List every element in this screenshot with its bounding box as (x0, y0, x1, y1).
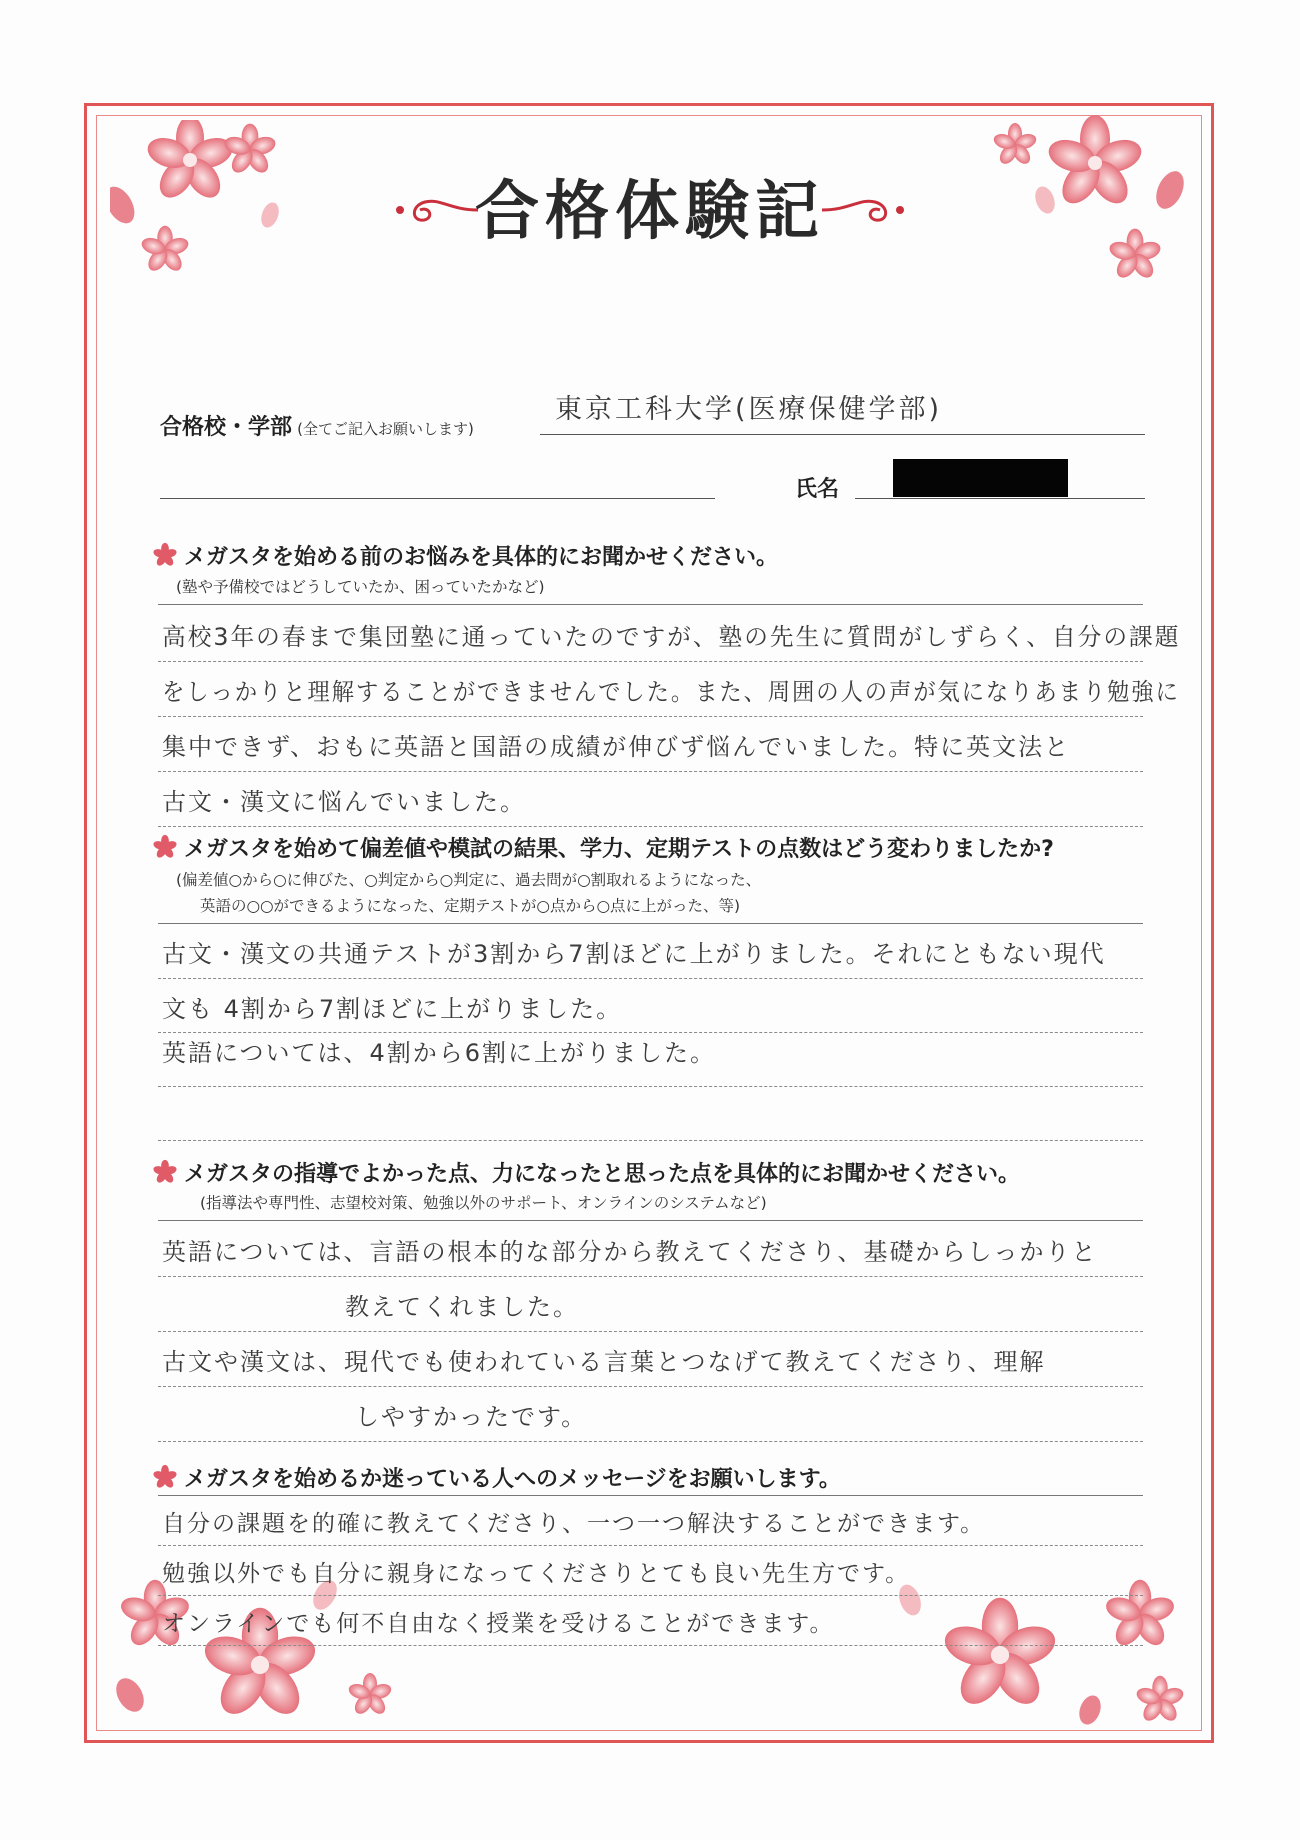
question-2 (152, 832, 1054, 863)
question-3-text: メガスタの指導でよかった点、力になったと思った点を具体的にお聞かせください。 (184, 1162, 1021, 1187)
school-value: 東京工科大学(医療保健学部) (555, 394, 943, 425)
answer-line (158, 1545, 1143, 1546)
answer-line (158, 1086, 1143, 1087)
answer-line (158, 978, 1143, 979)
school-underline (540, 434, 1145, 435)
answer-4-line-3: オンラインでも何不自由なく授業を受けることができます。 (162, 1611, 835, 1637)
answer-line (158, 923, 1143, 924)
answer-3-line-1: 英語については、言語の根本的な部分から教えてくださり、基礎からしっかりと (162, 1238, 1098, 1266)
question-2-text: メガスタを始めて偏差値や模試の結果、学力、定期テストの点数はどう変わりましたか? (184, 837, 1054, 862)
answer-1-line-2: をしっかりと理解することができませんでした。また、周囲の人の声が気になりあまり勉強に (162, 678, 1180, 706)
answer-2-line-3: 英語については、4割から6割に上がりました。 (162, 1039, 717, 1067)
answer-line (158, 1495, 1143, 1496)
question-2-note-1: (偏差値○から○に伸びた、○判定から○判定に、過去問が○割取れるようになった、 (176, 871, 762, 889)
answer-line (158, 716, 1143, 717)
cherry-blossom-decoration-bottom-left (100, 1565, 440, 1735)
question-1 (152, 540, 778, 571)
answer-line (158, 1595, 1143, 1596)
cherry-blossom-icon (152, 542, 178, 568)
answer-line (158, 771, 1143, 772)
answer-line (158, 1645, 1143, 1646)
cherry-blossom-icon (152, 1464, 178, 1490)
blank-underline (160, 498, 715, 499)
question-3-note: (指導法や専門性、志望校対策、勉強以外のサポート、オンラインのシステムなど) (200, 1194, 767, 1212)
answer-4-line-1: 自分の課題を的確に教えてくださり、一つ一つ解決することができます。 (162, 1511, 986, 1537)
answer-2-line-1: 古文・漢文の共通テストが3割から7割ほどに上がりました。それにともない現代 (162, 940, 1106, 968)
answer-line (158, 1140, 1143, 1141)
cherry-blossom-decoration-bottom-right (880, 1560, 1200, 1735)
cherry-blossom-icon (152, 834, 178, 860)
answer-line (158, 1386, 1143, 1387)
name-underline (855, 498, 1145, 499)
answer-4-line-2: 勉強以外でも自分に親身になってくださりとても良い先生方です。 (162, 1561, 911, 1587)
answer-line (158, 1220, 1143, 1221)
answer-line (158, 1276, 1143, 1277)
name-label: 氏名 (795, 477, 840, 502)
answer-2-line-2: 文も 4割から7割ほどに上がりました。 (162, 995, 623, 1023)
question-3 (152, 1157, 1020, 1188)
answer-line (158, 604, 1143, 605)
answer-line (158, 1331, 1143, 1332)
answer-1-line-4: 古文・漢文に悩んでいました。 (162, 788, 526, 816)
answer-line (158, 1441, 1143, 1442)
answer-1-line-3: 集中できず、おもに英語と国語の成績が伸びず悩んでいました。特に英文法と (162, 733, 1071, 761)
school-label-row (160, 410, 474, 441)
question-4-text: メガスタを始めるか迷っている人へのメッセージをお願いします。 (184, 1467, 841, 1492)
cherry-blossom-icon (152, 1159, 178, 1185)
answer-3-line-4: しやすかったです。 (355, 1403, 588, 1431)
page-title: 合格体験記 (475, 174, 825, 249)
question-2-note-2: 英語の○○ができるようになった、定期テストが○点から○点に上がった、等) (200, 897, 741, 915)
answer-3-line-3: 古文や漢文は、現代でも使われている言葉とつなげて教えてくださり、理解 (162, 1348, 1046, 1376)
school-note: (全てご記入お願いします) (297, 420, 474, 438)
question-1-note: (塾や予備校ではどうしていたか、困っていたかなど) (176, 578, 545, 596)
question-1-text: メガスタを始める前のお悩みを具体的にお聞かせください。 (184, 545, 779, 570)
answer-3-line-2: 教えてくれました。 (345, 1293, 579, 1321)
answer-1-line-1: 高校3年の春まで集団塾に通っていたのですが、塾の先生に質問がしずらく、自分の課題 (162, 623, 1181, 651)
name-redaction (893, 459, 1068, 497)
answer-line (158, 826, 1143, 827)
question-4 (152, 1462, 841, 1493)
answer-line (158, 661, 1143, 662)
school-label: 合格校・学部 (160, 415, 293, 440)
title-flourish-right (820, 188, 910, 228)
